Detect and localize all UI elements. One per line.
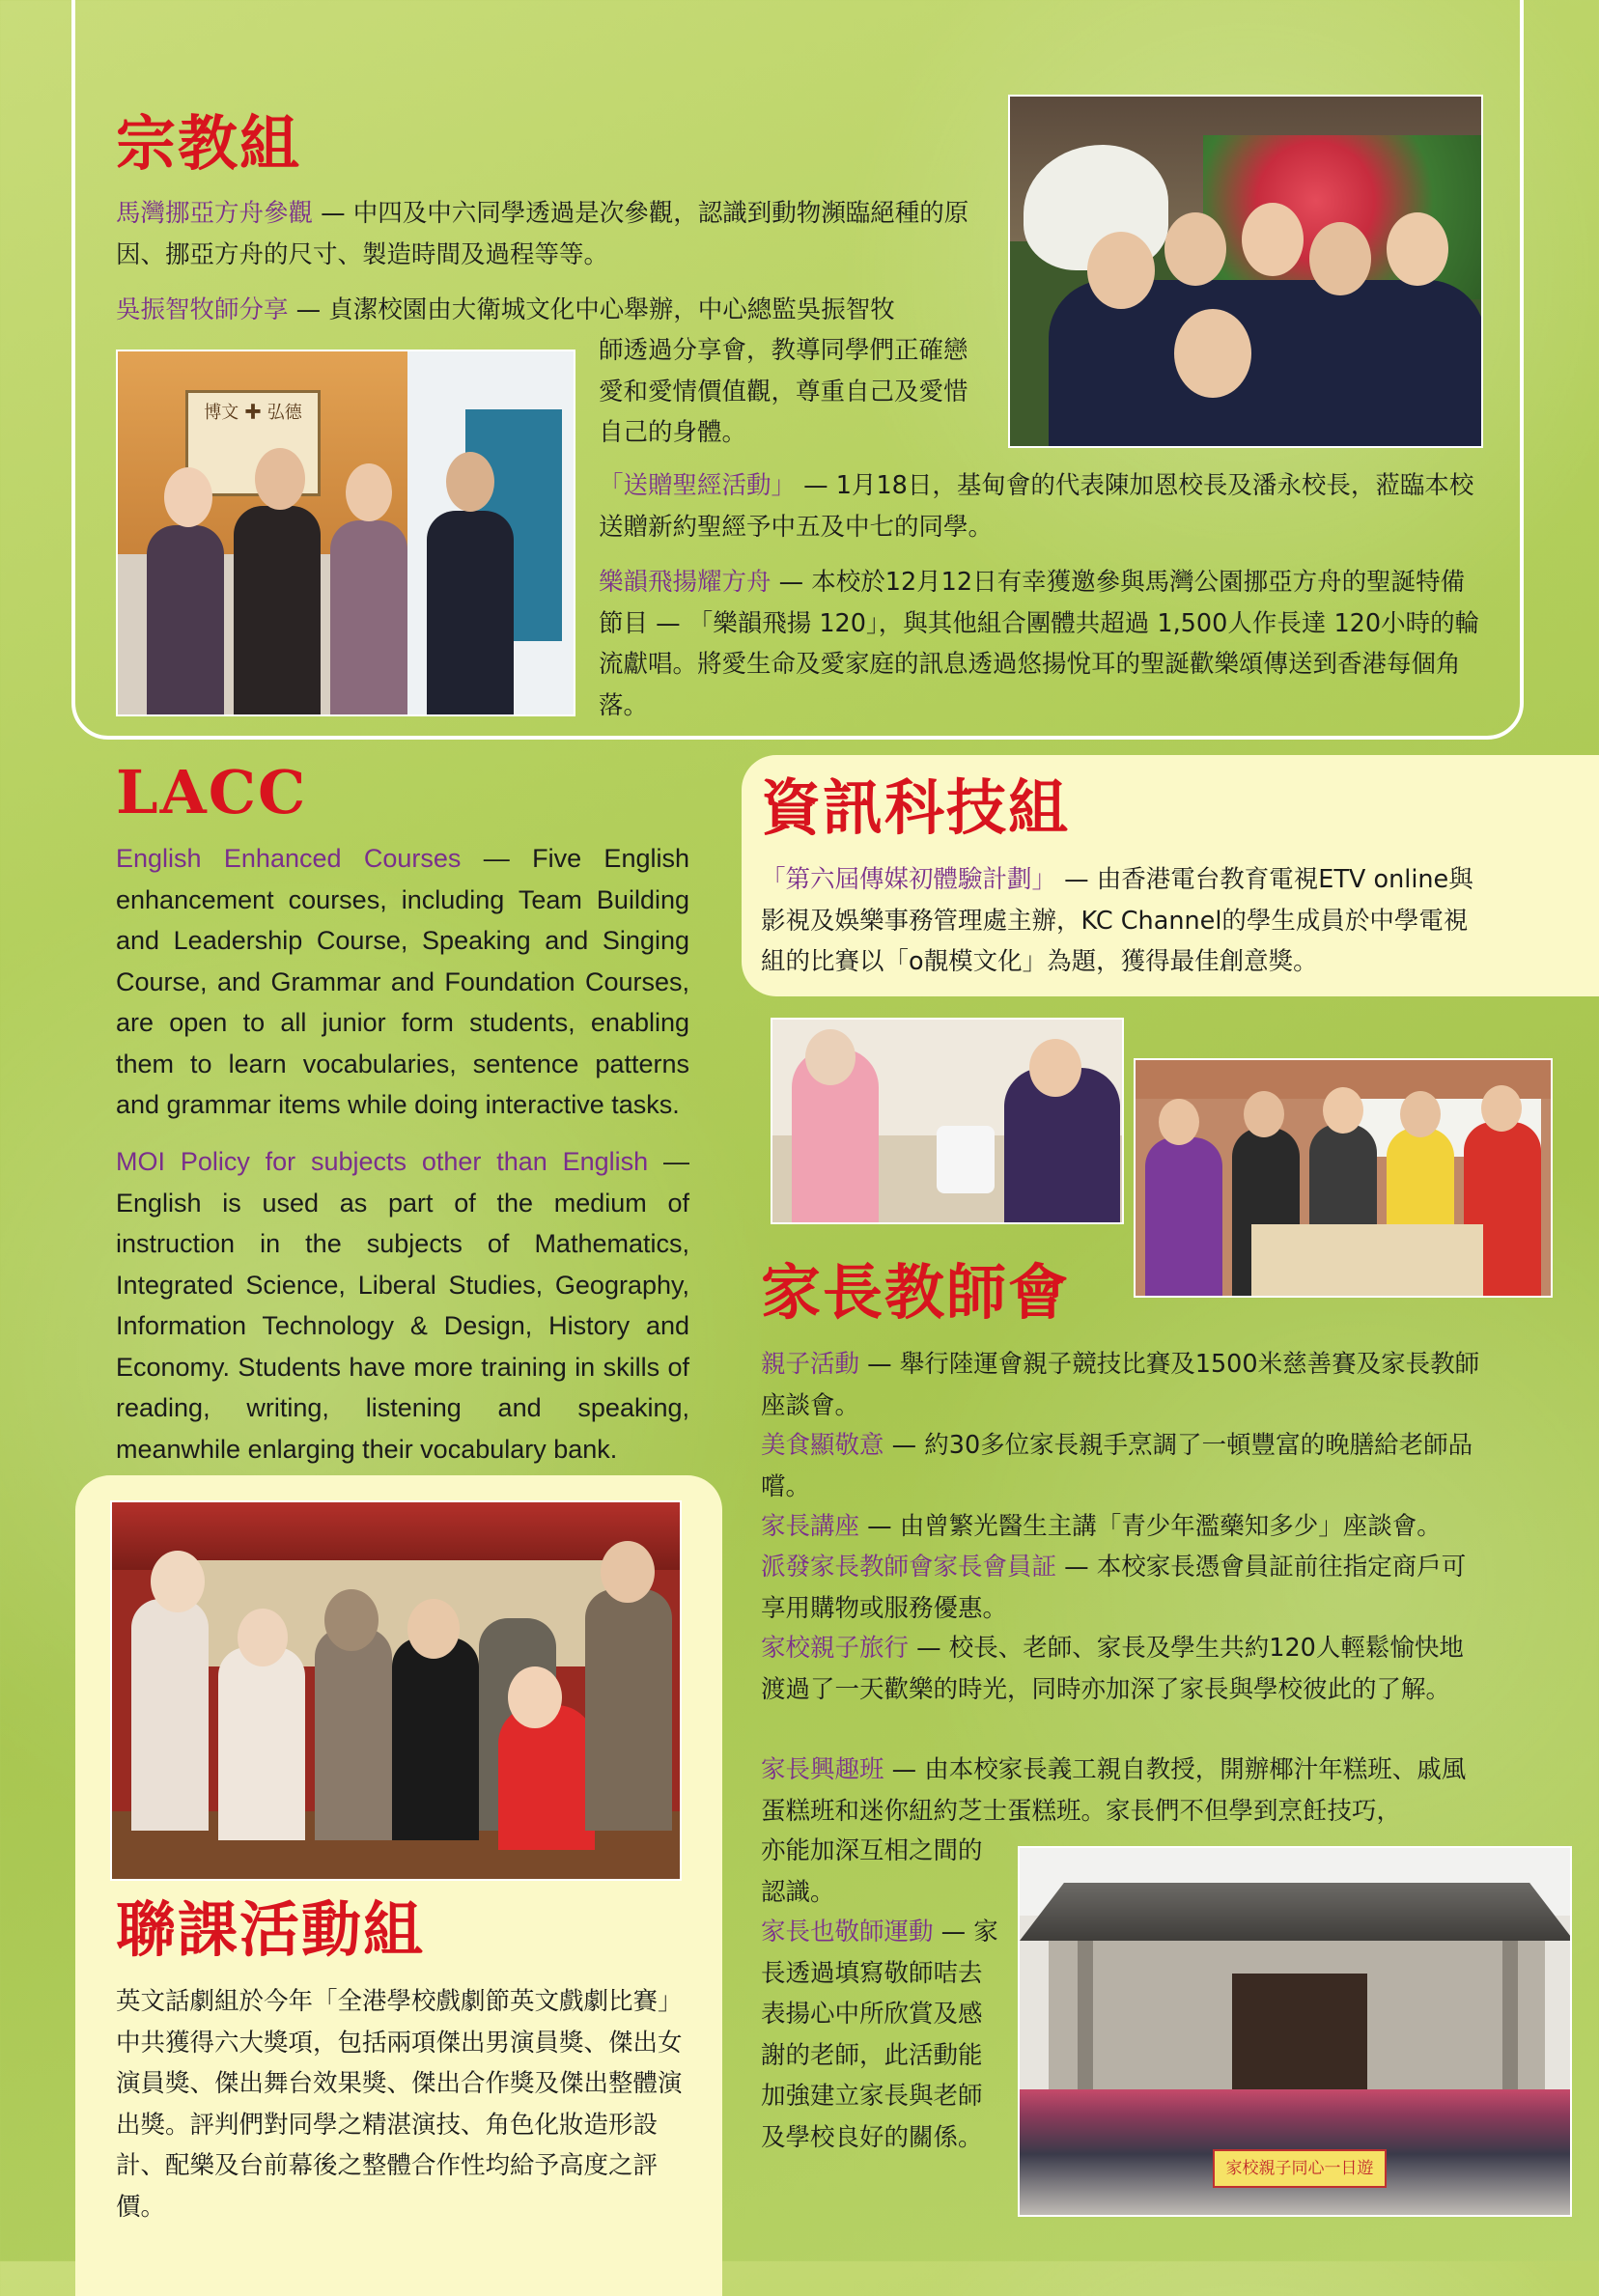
- item-topic: 吳振智牧師分享: [116, 295, 289, 324]
- eca-drama-text: 英文話劇組於今年「全港學校戲劇節英文戲劇比賽」中共獲得六大獎項，包括兩項傑出男演員獎、傑出女演員獎、傑出舞台效果獎、傑出合作獎及傑出整體演出獎。評判們對同學之精湛演技、角色化妝造形設計、配樂及台前幕後之整體合作性均給予高度之評價。: [116, 1987, 683, 2222]
- lacc-item-moi-policy: [116, 1141, 689, 1470]
- item-topic: MOI Policy for subjects other than English: [116, 1147, 649, 1176]
- religious-item-bible: [599, 465, 1482, 547]
- plaque-right-text: 弘德: [266, 403, 302, 423]
- cooking-class-photo-1: [771, 1018, 1124, 1224]
- cooking-class-photo-2: [1134, 1058, 1553, 1298]
- item-topic: 樂韻飛揚耀方舟: [599, 568, 771, 597]
- item-text: — 中四及中六同學透過是次參觀，認識到動物瀕臨絕種的原因、挪亞方舟的尺寸、製造時間及過程等等。: [116, 199, 969, 269]
- pta-item-talk: [761, 1506, 1485, 1548]
- item-topic: 馬灣挪亞方舟參觀: [116, 199, 314, 228]
- item-text: — 本校於12月12日有幸獲邀參與馬灣公園挪亞方舟的聖誕特備節目 — 「樂韻飛揚 120」，與其他組合團體共超過 1,500人作長達 120小時的輪流獻唱。將愛生命及愛家庭的訊息透過悠揚悅耳的聖誕歡樂頌傳送到香港每個角落。: [599, 568, 1480, 720]
- item-text: — 由香港電台教育電視ETV online與影視及娛樂事務管理處主辦，KC Channel的學生成員於中學電視組的比賽以「o靚模文化」為題，獲得最佳創意獎。: [761, 865, 1473, 976]
- pta-item-trip: [761, 1628, 1485, 1710]
- lacc-item-enhanced-courses: [116, 838, 689, 1126]
- item-topic: 「第六屆傳媒初體驗計劃」: [761, 865, 1057, 894]
- item-text: — 校長、老師、家長及學生共約120人輕鬆愉快地渡過了一天歡樂的時光，同時亦加深了家長與學校彼此的了解。: [761, 1634, 1464, 1704]
- pta-item-food: [761, 1425, 1485, 1507]
- pta-item-parent-child: [761, 1344, 1485, 1426]
- pta-title: 家長教師會: [761, 1257, 1071, 1328]
- item-topic: 家長興趣班: [761, 1755, 884, 1784]
- it-title: 資訊科技組: [761, 772, 1071, 843]
- eca-title: 聯課活動組: [116, 1894, 426, 1965]
- item-text: — 約30多位家長親手烹調了一頓豐富的晚膳給老師品嚐。: [761, 1431, 1473, 1501]
- pta-item-interest-class-cont: 亦能加深互相之間的認識。: [761, 1836, 983, 1907]
- religious-item-sharing-cont: 師透過分享會，教導同學們正確戀愛和愛情價值觀，尊重自己及愛惜自己的身體。: [599, 336, 968, 447]
- pta-item-respect-teachers: [761, 1912, 1004, 2158]
- religious-item-christmas: [599, 562, 1482, 726]
- item-text: — 本校家長憑會員証前往指定商戶可享用購物或服務優惠。: [761, 1553, 1467, 1623]
- religious-item-ark-visit: [116, 193, 989, 275]
- students-polar-bear-photo: [1008, 95, 1483, 448]
- item-topic: 家長也敬師運動: [761, 1918, 934, 1946]
- religious-title: 宗教組: [116, 108, 302, 179]
- trip-banner: 家校親子同心一日遊: [1213, 2149, 1387, 2188]
- family-trip-photo: [1018, 1846, 1572, 2217]
- lacc-title: LACC: [116, 757, 308, 827]
- item-topic: 親子活動: [761, 1350, 860, 1379]
- school-plaque: 博文 ✚ 弘德: [185, 390, 321, 496]
- pta-item-interest-class: [761, 1750, 1485, 1832]
- item-text: — English is used as part of the medium of instruction in the subjects of Mathematics, Integrated Science, Liberal Studies, Geography, Information Technology & Design, History and Economy. Students have more training in skills of reading, writing, listening and speaking, meanwhile enlarging their vocabulary bank.: [116, 1147, 689, 1464]
- item-topic: 「送贈聖經活動」: [599, 471, 797, 500]
- item-topic: 美食顯敬意: [761, 1431, 884, 1460]
- item-text: — 家長透過填寫敬師咭去表揚心中所欣賞及感謝的老師，此活動能加強建立家長與老師及學校良好的關係。: [761, 1918, 998, 2152]
- item-text: — 舉行陸運會親子競技比賽及1500米慈善賽及家長教師座談會。: [761, 1350, 1480, 1420]
- item-topic: English Enhanced Courses: [116, 844, 462, 873]
- item-topic: 派發家長教師會家長會員証: [761, 1553, 1057, 1582]
- it-item-media-program: [761, 859, 1485, 983]
- item-text: — Five English enhancement courses, including Team Building and Leadership Course, Speaking and Singing Course, and Grammar and Foundation Courses, are open to all junior form students, enabling them to learn vocabularies, sentence patterns and grammar items while doing interactive tasks.: [116, 844, 689, 1119]
- item-topic: 家校親子旅行: [761, 1634, 910, 1663]
- religious-item-sharing: [116, 290, 989, 331]
- item-text: — 貞潔校園由大衛城文化中心舉辦，中心總監吳振智牧: [288, 295, 895, 324]
- item-text: — 由曾繁光醫生主講「青少年濫藥知多少」座談會。: [859, 1512, 1442, 1541]
- item-topic: 家長講座: [761, 1512, 860, 1541]
- item-text: — 1月18日，基甸會的代表陳加恩校長及潘永校長，蒞臨本校送贈新約聖經予中五及中七的同學。: [599, 471, 1474, 542]
- plaque-left-text: 博文: [204, 403, 239, 423]
- pta-item-member-card: [761, 1547, 1485, 1629]
- item-text: — 由本校家長義工親自教授，開辦椰汁年糕班、戚風蛋糕班和迷你紐約芝士蛋糕班。家長們不但學到烹飪技巧，: [761, 1755, 1467, 1826]
- drama-club-photo: [110, 1500, 682, 1881]
- pastor-guests-photo: [116, 350, 575, 716]
